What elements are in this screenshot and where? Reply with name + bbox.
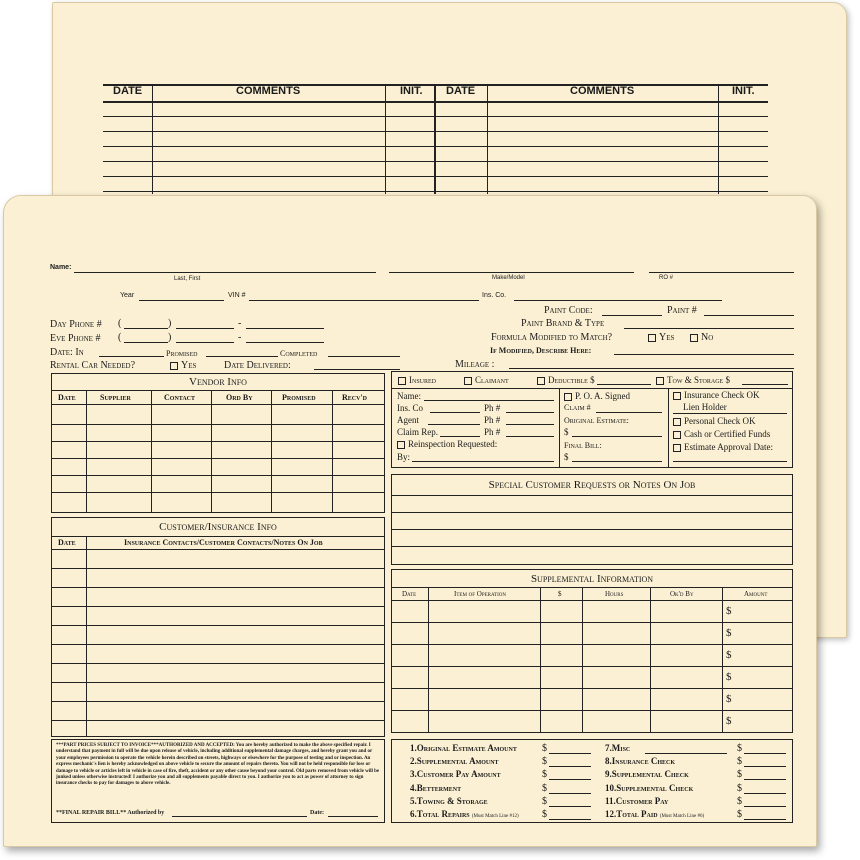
supp-amount-dollar: $ (726, 605, 732, 617)
total-10-field[interactable] (744, 793, 786, 794)
total-dollar: $ (737, 756, 742, 767)
eve-phone-area[interactable] (124, 342, 168, 343)
total-dollar: $ (542, 756, 547, 767)
cash-certified[interactable]: Cash or Certified Funds (673, 429, 770, 439)
total-line-3: 3.Customer Pay Amount (410, 769, 501, 779)
special-requests-title: Special Customer Requests or Notes On Job (488, 479, 696, 491)
log-header-comments-2: COMMENTS (570, 85, 635, 97)
supp-col-okd-by: Ok'd By (670, 590, 694, 598)
total-dollar: $ (737, 809, 742, 820)
log-header-comments: COMMENTS (236, 85, 301, 97)
total-9-field[interactable] (744, 779, 786, 780)
tow-storage-field[interactable] (742, 384, 788, 385)
formula-label: Formula Modified to Match? (491, 332, 613, 343)
eve-phone-label: Eve Phone # (50, 333, 101, 344)
supp-amount-dollar: $ (726, 649, 732, 661)
log-header-date: DATE (113, 85, 143, 97)
lien-holder-label: Lien Holder (683, 402, 727, 412)
claimant-checkbox[interactable] (464, 377, 472, 385)
ro-field[interactable] (649, 272, 794, 273)
mileage-field[interactable] (509, 368, 794, 369)
claim-number-label: Claim # (564, 403, 591, 412)
total-line-8: 8.Insurance Check (605, 756, 676, 766)
folder-front-panel: Name: Last, First Make/Model RO # Year VIN # Ins. Co. Paint Code: Paint # Paint Brand & Type Formula Modified to Match? Yes No If Modified, Describe Here: Mileage : Day Phone # ( ) - Eve Phone # ( ) - Date: In Promised Completed Rental Car Needed? Yes Date Delivered: Vendor Info Date Supplier Contact Ord By Promised Recv'd Customer/Insurance Info Date Insurance Contacts/Customer Contacts/Notes On Job Insured Claimant Deductible $ Tow & Storage $ Name: Ins. Co Ph # Agent Ph # Claim Rep. Ph # Reinspection Requested: By: P. O. A. Signed Claim # Original Estimate: $ Final Bill: $ Insurance Check OK Lien Holder Personal Check OK Cash or Certified Funds Estimate Approval Date: Special Customer Requests or Notes On Job Supplemental Information Date Item of Operation $ Hours Ok'd By Amount $ $ $ $ $ $ ***PART PRICES SUBJECT TO INVOICE***AUTHORIZED AND ACCEPTED: You are hereby authorized to make the above specified repair. I understand that payment in full will be due upon release of vehicle, including additional supplemental damage charges, and hereby grant you and or your employees permission to operate the vehicle herein described on streets, highways or elsewhere for the purpose of testing and or inspection. An express mechanic's lien is hereby acknowledged on above vehicle to secure the amount of repairs thereto. You will not be held responsible for loss or damage to vehicle or articles left in vehicle in case of fire, theft, accident or any other cause beyond your control. Old parts removed from vehicle will be junked unless otherwise instructed! I authorize you and all supplements payable direct to you. I authorize you to act as power of attorney to sign insurance checks to pay for damages to above vehicle. **FINAL REPAIR BILL** Authorized by Date: 1.Original Estimate Amount 2.Supplemental Amount 3.Customer Pay Amount 4.Betterment 5.Towing & Storage 6.Total Repairs (Must Match Line #12) $ $ $ $ $ $ 7.Misc 8.Insurance Check 9.Supplemental Check 10.Supplemental Check 11.Customer Pay 12.Total Paid (Must Match Line #6) $ $ $ $ $ $ (3, 195, 817, 847)
agent-ph-label: Ph # (484, 415, 501, 425)
total-line-4: 4.Betterment (410, 783, 462, 793)
rental-yes-checkbox[interactable] (170, 362, 178, 370)
reinspection-label[interactable]: Reinspection Requested: (397, 439, 497, 449)
total-6-field[interactable] (549, 819, 591, 820)
paint-number-label: Paint # (667, 305, 697, 316)
vendor-col-promised: Promised (282, 393, 316, 402)
rental-yes[interactable]: Yes (170, 360, 196, 371)
ins-name-field[interactable] (424, 400, 554, 401)
personal-check-checkbox[interactable] (673, 418, 681, 426)
total-line-9: 9.Supplemental Check (605, 769, 689, 779)
vendor-col-date: Date (58, 393, 76, 402)
customer-insurance-table (51, 517, 385, 737)
lien-holder-field[interactable] (673, 413, 787, 414)
authorization-box (51, 739, 385, 823)
total-dollar: $ (737, 743, 742, 754)
total-line-11: 11.Customer Pay (605, 796, 669, 806)
authorization-text: ***PART PRICES SUBJECT TO INVOICE***AUTHORIZED AND ACCEPTED: You are hereby authorized to make the above specified repair. I understand that payment in full will be due upon release of vehicle, including additional supplemental damage charges, and hereby grant you and or your employees permission to operate the vehicle herein described on streets, highways or elsewhere for the purpose of testing and or inspection. An express mechanic's lien is hereby acknowledged on above vehicle to secure the amount of repairs thereto. You will not be held responsible for loss or damage to vehicle or articles left in vehicle in case of fire, theft, accident or any other cause beyond your control. Old parts removed from vehicle will be junked unless otherwise instructed! I authorize you and all supplements payable direct to you. I authorize you to act as power of attorney to sign insurance checks to pay for damages to above vehicle. (56, 743, 380, 787)
eve-phone-prefix[interactable] (176, 342, 234, 343)
ins-co-label: Ins. Co. (482, 292, 507, 299)
year-label: Year (120, 292, 135, 299)
claim-rep-field[interactable] (440, 436, 480, 437)
make-model-field[interactable] (389, 272, 634, 273)
total-dollar: $ (737, 769, 742, 780)
ins-co-label-2: Ins. Co (397, 403, 424, 413)
completed-field[interactable] (328, 356, 400, 357)
check-deductible[interactable]: Deductible $ (537, 375, 595, 385)
totals-right-column (605, 743, 735, 823)
paint-brand-field[interactable] (624, 328, 794, 329)
date-in-field[interactable] (99, 356, 164, 357)
personal-check-ok[interactable]: Personal Check OK (673, 416, 756, 426)
total-12-field[interactable] (744, 819, 786, 820)
if-modified-label: If Modified, Describe Here: (490, 346, 592, 355)
day-phone-prefix[interactable] (176, 328, 234, 329)
total-line-2: 2.Supplemental Amount (410, 756, 499, 766)
insurance-check-ok-checkbox[interactable] (673, 392, 681, 400)
insurance-details-box (391, 371, 793, 468)
total-line-1: 1.Original Estimate Amount (410, 743, 517, 753)
cash-certified-checkbox[interactable] (673, 431, 681, 439)
log-header-date-2: DATE (446, 85, 476, 97)
poa-signed[interactable]: P. O. A. Signed (564, 391, 630, 401)
totals-right-amounts (737, 743, 789, 823)
supp-col-amount: Amount (744, 590, 768, 598)
total-line-12-note: (Must Match Line #6) (659, 814, 705, 819)
claim-rep-label: Claim Rep. (397, 427, 438, 437)
paint-brand-label: Paint Brand & Type (521, 318, 605, 329)
log-header-init-2: INIT. (732, 85, 755, 97)
total-dollar: $ (542, 796, 547, 807)
vendor-info-title: Vendor Info (189, 376, 247, 388)
eve-phone-number[interactable] (246, 342, 324, 343)
final-bill-label: Final Bill: (564, 441, 602, 450)
ins-co-field[interactable] (514, 300, 722, 301)
total-dollar: $ (737, 783, 742, 794)
formula-no-checkbox[interactable] (690, 334, 698, 342)
date-in-label: Date: In (50, 347, 84, 358)
total-line-10: 10.Supplemental Check (605, 783, 694, 793)
vendor-info-table (51, 373, 385, 513)
total-line-12: 12.Total Paid (605, 809, 658, 819)
year-field[interactable] (139, 300, 224, 301)
supp-col-item: Item of Operation (454, 590, 506, 598)
if-modified-field[interactable] (614, 354, 794, 355)
check-insured[interactable]: Insured (398, 375, 436, 385)
vendor-col-recvd: Recv'd (342, 393, 368, 402)
claim-rep-ph-label: Ph # (484, 427, 501, 437)
total-11-field[interactable] (744, 806, 786, 807)
vin-label: VIN # (228, 292, 246, 299)
claim-number-field[interactable] (596, 412, 662, 413)
supp-amount-dollar: $ (726, 715, 732, 727)
log-header-init: INIT. (400, 85, 423, 97)
reinspection-checkbox[interactable] (397, 441, 405, 449)
auth-date-label: Date: (310, 810, 324, 816)
ro-label: RO # (659, 275, 674, 281)
ins-name-label: Name: (397, 391, 421, 401)
estimate-approval-field[interactable] (673, 461, 787, 462)
promised-field[interactable] (206, 356, 278, 357)
ins-co-ph-field[interactable] (506, 412, 554, 413)
customer-insurance-title: Customer/Insurance Info (159, 521, 277, 533)
paint-code-field[interactable] (602, 315, 662, 316)
vendor-col-ordby: Ord By (226, 393, 253, 402)
total-dollar: $ (542, 783, 547, 794)
rental-label: Rental Car Needed? (50, 360, 136, 371)
total-dollar: $ (542, 769, 547, 780)
authorized-by-field[interactable] (172, 816, 307, 817)
vendor-col-supplier: Supplier (100, 393, 131, 402)
auth-date-field[interactable] (328, 816, 378, 817)
day-phone-number[interactable] (246, 328, 324, 329)
estimate-approval-checkbox[interactable] (673, 444, 681, 452)
total-line-5: 5.Towing & Storage (410, 796, 488, 806)
total-7-field[interactable] (744, 753, 786, 754)
name-field[interactable] (74, 272, 376, 273)
supp-col-hours: Hours (605, 590, 624, 598)
total-2-field[interactable] (549, 766, 591, 767)
total-dollar: $ (542, 809, 547, 820)
paint-code-label: Paint Code: (544, 305, 593, 316)
totals-left-amounts (542, 743, 592, 823)
mileage-label: Mileage : (455, 359, 495, 370)
total-1-field[interactable] (549, 753, 591, 754)
cust-col-notes: Insurance Contacts/Customer Contacts/Notes On Job (124, 538, 323, 547)
date-delivered-field[interactable] (314, 369, 400, 370)
date-delivered-label: Date Delivered: (224, 360, 291, 371)
totals-box (391, 739, 793, 823)
check-tow-storage[interactable]: Tow & Storage $ (656, 375, 730, 385)
total-8-field[interactable] (744, 766, 786, 767)
estimate-approval[interactable]: Estimate Approval Date: (673, 442, 773, 452)
total-dollar: $ (737, 796, 742, 807)
total-4-field[interactable] (549, 793, 591, 794)
cust-col-date: Date (58, 538, 76, 547)
ins-co-ph-label: Ph # (484, 403, 501, 413)
day-phone-area[interactable] (124, 328, 168, 329)
day-phone-label: Day Phone # (50, 319, 102, 330)
by-field[interactable] (412, 461, 554, 462)
last-first-hint: Last, First (174, 276, 201, 282)
vendor-col-contact: Contact (164, 393, 196, 402)
final-repair-bill-label: **FINAL REPAIR BILL** Authorized by (56, 810, 165, 816)
special-requests-box (391, 474, 793, 565)
supplemental-info-table (391, 569, 793, 733)
deductible-field[interactable] (597, 384, 651, 385)
supp-amount-dollar: $ (726, 693, 732, 705)
formula-yes[interactable]: Yes (648, 332, 674, 343)
final-bill-dollar: $ (564, 452, 569, 462)
formula-yes-checkbox[interactable] (648, 334, 656, 342)
supp-amount-dollar: $ (726, 627, 732, 639)
original-estimate-field[interactable] (572, 436, 662, 437)
agent-field[interactable] (428, 424, 480, 425)
make-model-label: Make/Model (492, 275, 525, 281)
ins-co-field-2[interactable] (430, 412, 480, 413)
completed-label: Completed (280, 349, 318, 358)
promised-label: Promised (166, 349, 198, 358)
check-claimant[interactable]: Claimant (464, 375, 509, 385)
misc-field[interactable] (645, 753, 727, 754)
name-label: Name: (50, 264, 72, 271)
total-3-field[interactable] (549, 779, 591, 780)
by-label: By: (397, 452, 411, 462)
vin-field[interactable] (249, 300, 479, 301)
original-estimate-label: Original Estimate: (564, 416, 629, 425)
total-5-field[interactable] (549, 806, 591, 807)
supplemental-title: Supplemental Information (530, 573, 654, 585)
total-line-6-note: (Must Match Line #12) (471, 814, 519, 819)
total-line-7: 7.Misc (605, 743, 631, 753)
insurance-check-ok[interactable]: Insurance Check OK (673, 390, 759, 400)
insured-checkbox[interactable] (398, 377, 406, 385)
supp-amount-dollar: $ (726, 671, 732, 683)
tow-storage-checkbox[interactable] (656, 377, 664, 385)
claim-rep-ph-field[interactable] (506, 436, 554, 437)
agent-label: Agent (397, 415, 419, 425)
supp-col-dollar: $ (558, 590, 562, 598)
final-bill-field[interactable] (572, 461, 662, 462)
original-estimate-dollar: $ (564, 427, 569, 437)
deductible-checkbox[interactable] (537, 377, 545, 385)
paint-number-field[interactable] (704, 315, 794, 316)
supp-col-date: Date (402, 590, 417, 598)
total-line-6: 6.Total Repairs (410, 809, 470, 819)
total-dollar: $ (542, 743, 547, 754)
formula-no[interactable]: No (690, 332, 713, 343)
poa-checkbox[interactable] (564, 393, 572, 401)
agent-ph-field[interactable] (506, 424, 554, 425)
